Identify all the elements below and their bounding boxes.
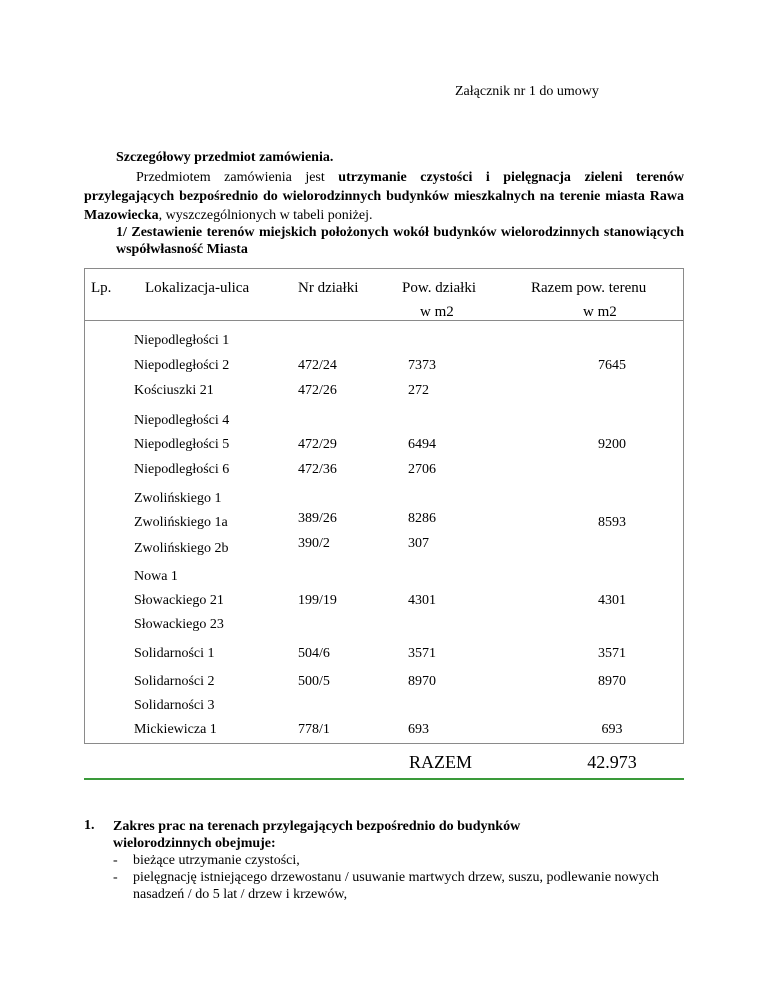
scope-number: 1. [84, 818, 95, 833]
table-row-location: Kościuszki 21 [134, 383, 214, 398]
subject-heading: Szczegółowy przedmiot zamówienia. [116, 150, 334, 165]
table-row-area: 2706 [408, 462, 436, 477]
table-row-location: Zwolińskiego 1a [134, 515, 228, 530]
table-row-location: Niepodległości 4 [134, 413, 230, 428]
table-row-area: 4301 [408, 593, 436, 608]
table-row-area: 307 [408, 536, 429, 551]
sum-label: RAZEM [409, 752, 472, 772]
header-lp: Lp. [91, 280, 112, 296]
table-row-location: Solidarności 2 [134, 674, 215, 689]
table-row-location: Mickiewicza 1 [134, 722, 217, 737]
table-row-total: 9200 [598, 437, 626, 452]
table-row-parcel: 390/2 [298, 536, 330, 551]
table-row-area: 6494 [408, 437, 436, 452]
table-row-area: 8970 [408, 674, 436, 689]
table-row-parcel: 199/19 [298, 593, 337, 608]
table-row-parcel: 389/26 [298, 511, 337, 526]
table-row-area: 8286 [408, 511, 436, 526]
sum-value: 42.973 [587, 752, 637, 772]
table-row-location: Solidarności 3 [134, 698, 215, 713]
intro-suffix: , wyszczególnionych w tabeli poniżej. [158, 208, 373, 223]
header-location: Lokalizacja-ulica [145, 280, 250, 296]
table-row-area: 693 [408, 722, 429, 737]
header-total-unit: w m2 [583, 304, 617, 320]
table-row-parcel: 472/24 [298, 358, 337, 373]
table-row-location: Niepodległości 2 [134, 358, 230, 373]
table-row-location: Niepodległości 5 [134, 437, 230, 452]
scope-list [113, 852, 673, 903]
table-row-location: Niepodległości 6 [134, 462, 230, 477]
table-row-total: 3571 [598, 646, 626, 661]
table-row-area: 3571 [408, 646, 436, 661]
header-parcel: Nr działki [298, 280, 359, 296]
table-row-parcel: 500/5 [298, 674, 330, 689]
table-row-area: 272 [408, 383, 429, 398]
table-row-total: 693 [601, 722, 623, 737]
table-row-location: Słowackiego 23 [134, 617, 224, 632]
table-row-total: 8593 [598, 515, 626, 530]
intro-bold: utrzymanie czystości i pielęgnacja zieleni terenów przylegających bezpośrednio do wielorodzinnych budynków mieszkalnych na terenie miasta Rawa Mazowiecka [84, 170, 685, 223]
list-item: - bieżące utrzymanie czystości, [113, 852, 673, 869]
table-row-parcel: 472/29 [298, 437, 337, 452]
list-item: - pielęgnację istniejącego drzewostanu / usuwanie martwych drzew, suszu, podlewanie nowych nasadzeń / do 5 lat / drzew i krzewów, [113, 869, 673, 903]
section1-heading: 1/ Zestawienie terenów miejskich położonych wokół budynków wielorodzinnych stanowiących współwłasność Miasta [116, 225, 684, 257]
sum-underline [84, 778, 684, 780]
intro-prefix: Przedmiotem zamówienia jest [136, 170, 339, 185]
table-row-parcel: 504/6 [298, 646, 330, 661]
header-total: Razem pow. terenu [531, 280, 647, 296]
table-row-parcel: 472/26 [298, 383, 337, 398]
table-row-total: 8970 [598, 674, 626, 689]
header-area-unit: w m2 [420, 304, 454, 320]
table-row-location: Słowackiego 21 [134, 593, 224, 608]
header-area: Pow. działki [402, 280, 477, 296]
table-row-location: Solidarności 1 [134, 646, 215, 661]
table-row-location: Zwolińskiego 2b [134, 541, 229, 556]
table-row-location: Zwolińskiego 1 [134, 491, 222, 506]
table-row-total: 4301 [598, 593, 626, 608]
table-row-location: Niepodległości 1 [134, 333, 230, 348]
table-row-area: 7373 [408, 358, 436, 373]
table-row-parcel: 778/1 [298, 722, 330, 737]
annex-label: Załącznik nr 1 do umowy [455, 84, 599, 99]
intro-paragraph [84, 168, 684, 225]
table-row-parcel: 472/36 [298, 462, 337, 477]
table-row-total: 7645 [598, 358, 626, 373]
table-row-location: Nowa 1 [134, 569, 178, 584]
scope-heading: Zakres prac na terenach przylegających bezpośrednio do budynków wielorodzinnych obejmuje: [113, 819, 521, 851]
